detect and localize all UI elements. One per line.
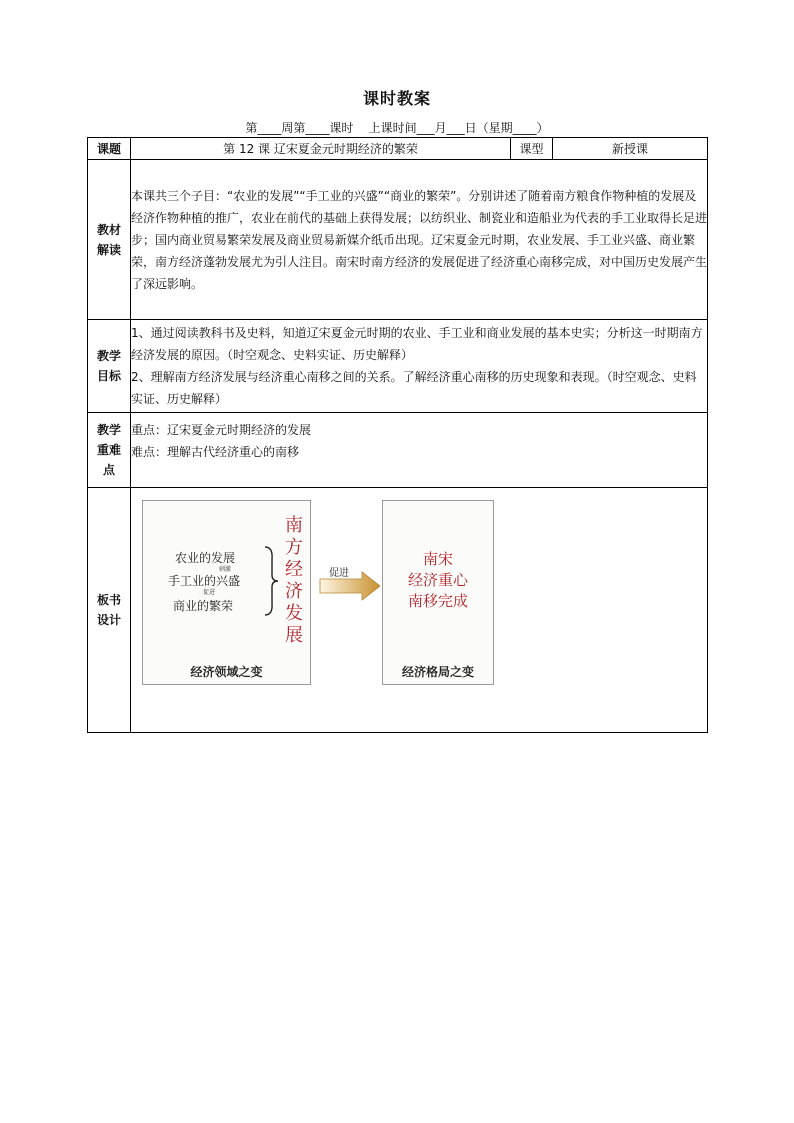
analysis-row [88, 160, 708, 320]
keypoints-row [88, 413, 708, 488]
board-row [88, 488, 708, 733]
agriculture-item: 农业的发展 [175, 551, 236, 565]
economic-pattern-caption: 经济格局之变 [401, 665, 474, 679]
handicraft-item: 手工业的兴盛 [168, 574, 241, 588]
lesson-type-value: 新授课 [553, 138, 708, 160]
economic-fields-caption: 经济领域之变 [190, 665, 263, 679]
objective-item: 1、通过阅读教科书及史料，知道辽宋夏金元时期的农业、手工业和商业发展的基本史实；分析这一时期南方经济发展的原因。（时空观念、史料实证、历史解释） [131, 326, 703, 362]
topic-row [88, 138, 708, 160]
key-point: 重点：辽宋夏金元时期经济的发展 [131, 423, 312, 437]
stimulate-mark: 刺激 [219, 566, 232, 573]
lesson-schedule-line: 第____周第____课时 上课时间___月___日（星期____） [245, 121, 549, 135]
objectives-label: 教学 目标 [88, 320, 131, 413]
lesson-type-label: 课型 [511, 138, 553, 160]
keypoints-text [131, 413, 708, 488]
economic-center-shift-result: 南宋 经济重心 南移完成 [407, 550, 468, 610]
arrow-label: 促进 [329, 568, 349, 579]
promote-mark: 促进 [203, 589, 216, 596]
analysis-label: 教材 解读 [88, 160, 131, 320]
page-title: 课时教案 [362, 89, 431, 108]
board-design-cell [131, 488, 708, 733]
objectives-text [131, 320, 708, 413]
lesson-plan-table [87, 137, 708, 733]
lesson-title: 第 12 课 辽宋夏金元时期经济的繁荣 [131, 138, 511, 160]
brace-icon [263, 545, 279, 617]
economic-fields-panel [142, 500, 311, 685]
difficult-point: 难点：理解古代经济重心的南移 [131, 445, 300, 459]
southern-economy-development: 南 方 经 济 发 展 [285, 515, 303, 646]
keypoints-label: 教学 重难 点 [88, 413, 131, 488]
right-arrow-icon [318, 571, 382, 601]
analysis-text: 本课共三个子目：“农业的发展”“手工业的兴盛”“商业的繁荣”。分别讲述了随着南方粮食作物种植的发展及经济作物种植的推广，农业在前代的基础上获得发展；以纺织业、制瓷业和造船业为代表的手工业取得长足进步；国内商业贸易繁荣发展及商业贸易新媒介纸币出现。辽宋夏金元时期，农业发展、手工业兴盛、商业繁荣，南方经济蓬勃发展尤为引人注目。南宋时南方经济的发展促进了经济重心南移完成，对中国历史发展产生了深远影响。 [131, 160, 708, 320]
topic-label: 课题 [88, 138, 131, 160]
objective-item: 2、理解南方经济发展与经济重心南移之间的关系。了解经济重心南移的历史现象和表现。（时空观念、史料实证、历史解释） [131, 370, 697, 406]
objectives-row [88, 320, 708, 413]
board-label: 板书 设计 [88, 488, 131, 733]
economic-pattern-panel [382, 500, 494, 685]
commerce-item: 商业的繁荣 [173, 599, 234, 613]
board-design [131, 488, 707, 731]
